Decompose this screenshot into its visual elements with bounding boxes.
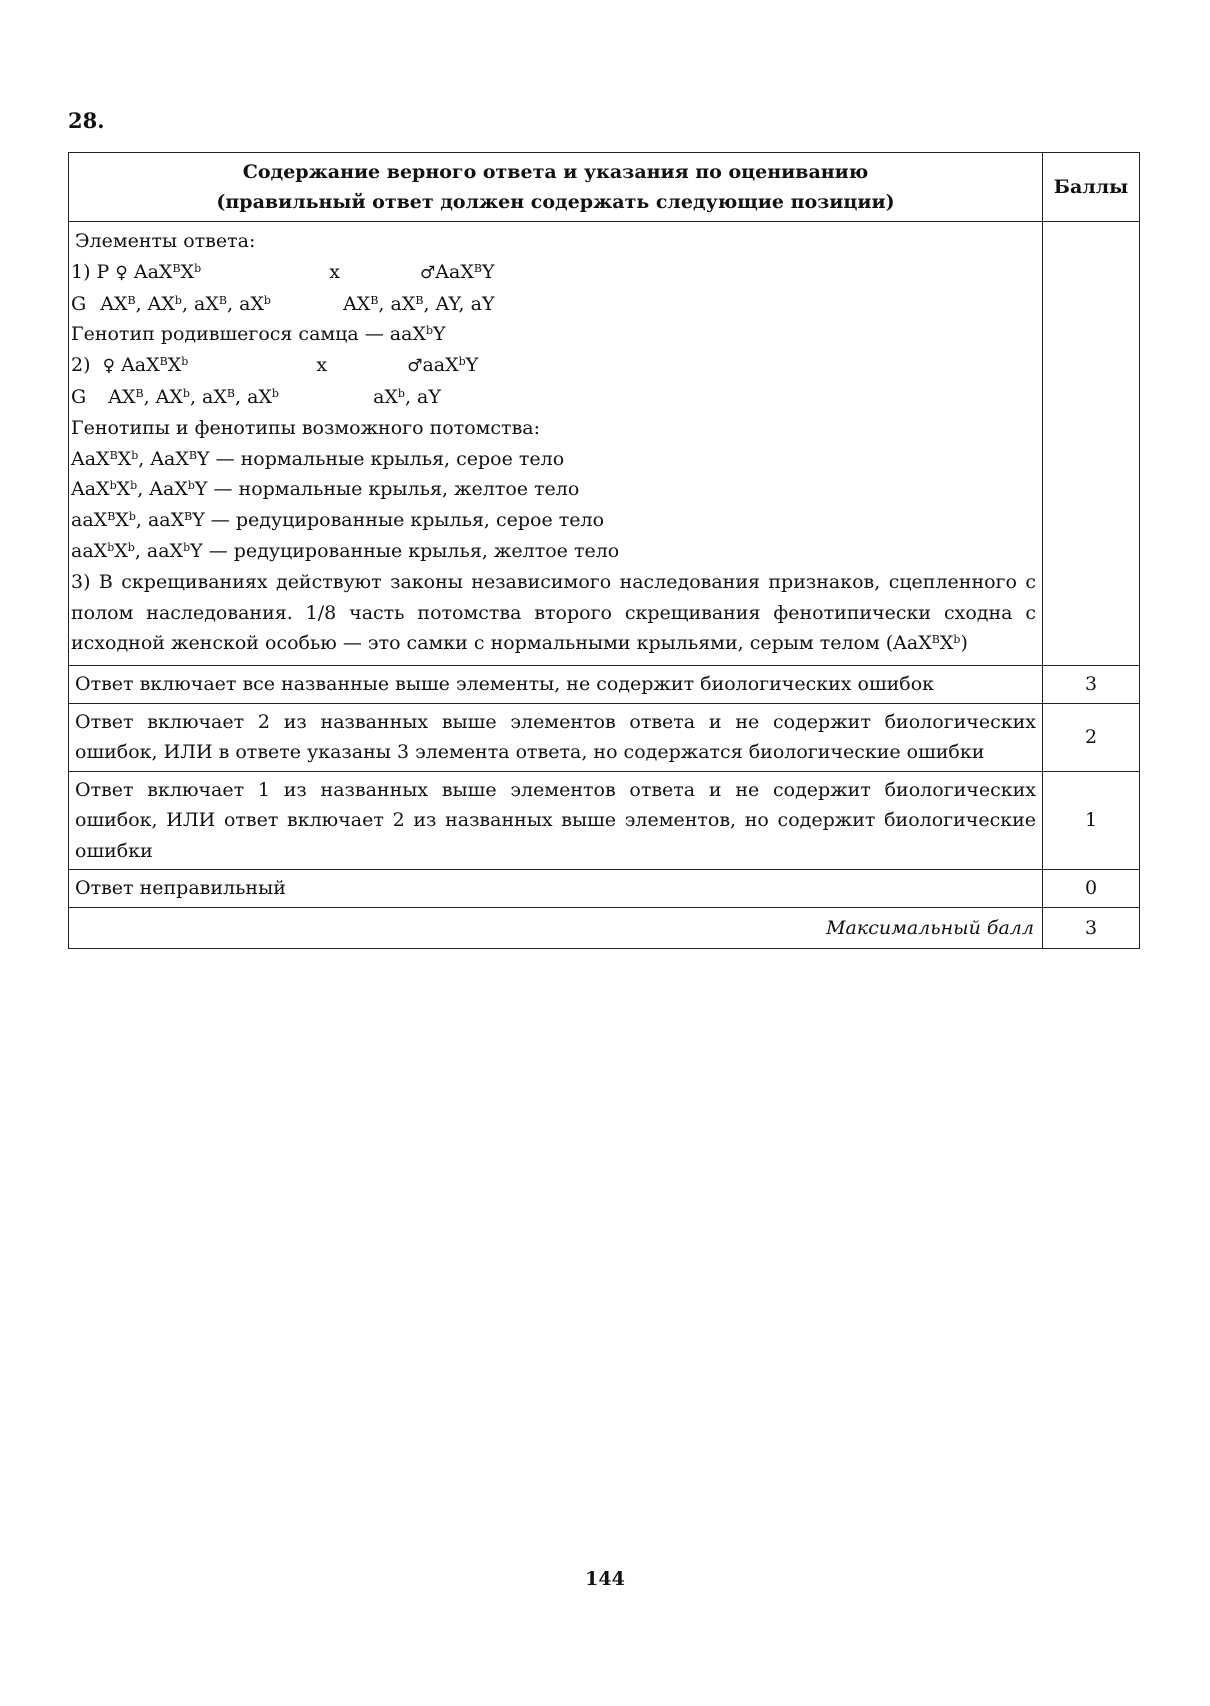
criteria-row [69,870,1140,908]
cross2-line [71,350,1036,382]
gametes1-label: G [71,292,87,315]
phenotypes-title: Генотипы и фенотипы возможного потомства: [71,416,540,439]
offspring-male: Генотип родившегося самца — aaX$^b$Y [71,323,446,346]
grading-table [68,152,1140,949]
elements-title: Элементы ответа: [75,230,256,252]
criteria-row [69,771,1140,870]
phenotype-line: $aaX^BX^b$, aaX$^B$Y — редуцированные крылья, серое тело [71,509,605,532]
cross1-x: x [329,260,340,283]
max-score-row [69,907,1140,948]
table-header-row [69,153,1140,222]
criterion-text: Ответ включает все названные выше элементы, не содержит биологических ошибок [69,666,1043,704]
cross2-female: $AaX^BX^b$ [121,354,189,377]
cross1-label: 1) P [71,260,110,283]
gametes1-female: $AX^B$, $AX^b$, $aX^B$, $aX^b$ [100,292,271,315]
answer-elements-points [1043,222,1140,666]
gametes2-female: $AX^B$, $AX^b$, $aX^B$, $aX^b$ [108,385,279,408]
cross2-male: aaX$^b$Y [422,354,479,377]
point3-text: 3) В скрещиваниях действуют законы независимого наследования признаков, сцепленного с полом наследования. 1/8 часть потомства второго скрещивания фенотипически сходна с исходной женской особью — это самки с нормальными крыльями, серым телом $(AaX^BX^b)$ [71,570,1036,655]
criterion-text: Ответ включает 2 из названных выше элементов ответа и не содержит биологических ошибок, ИЛИ в ответе указаны 3 элемента ответа, но содержатся биологические ошибки [69,703,1043,771]
criterion-points: 2 [1043,703,1140,771]
gametes1-male: $AX^B$, $aX^B$, AY, aY [343,292,495,315]
female-symbol-icon: ♀ [102,356,116,377]
phenotype-line: $AaX^bX^b$, AaX$^b$Y — нормальные крылья, желтое тело [71,478,580,501]
cross1-line [71,257,1036,289]
phenotype-line: $AaX^BX^b$, AaX$^B$Y — нормальные крылья, серое тело [71,447,565,470]
answer-elements [69,222,1043,666]
task-number: 28. [68,108,105,133]
criteria-row [69,703,1140,771]
content-header [69,153,1043,222]
female-symbol-icon: ♀ [115,262,128,283]
gametes2-line [71,382,1036,413]
criterion-text: Ответ неправильный [69,870,1043,908]
cross2-x: x [316,354,328,377]
male-symbol-icon: ♂ [420,262,436,283]
criterion-points: 3 [1043,666,1140,704]
page-number: 144 [585,1568,625,1590]
gametes1-line [71,289,1036,320]
criteria-row [69,666,1140,704]
cross1-female: $AaX^BX^b$ [133,260,202,283]
points-header: Баллы [1043,153,1140,222]
answer-elements-row [69,222,1140,666]
cross1-male: AaX$^B$Y [435,260,495,283]
content-header-line1: Содержание верного ответа и указания по оцениванию [242,161,869,183]
gametes2-label: G [71,385,87,408]
criterion-text: Ответ включает 1 из названных выше элементов ответа и не содержит биологических ошибок, ИЛИ ответ включает 2 из названных выше элементов, но содержит биологические ошибки [69,771,1043,870]
criterion-points: 1 [1043,771,1140,870]
criterion-points: 0 [1043,870,1140,908]
max-score-label: Максимальный балл [69,907,1043,948]
content-header-line2: (правильный ответ должен содержать следующие позиции) [216,191,895,213]
male-symbol-icon: ♂ [407,356,423,377]
max-score-points: 3 [1043,907,1140,948]
gametes2-male: $aX^b$, aY [373,385,441,408]
cross2-label: 2) [71,354,91,377]
phenotype-line: $aaX^bX^b$, aaX$^b$Y — редуцированные крылья, желтое тело [71,539,620,562]
